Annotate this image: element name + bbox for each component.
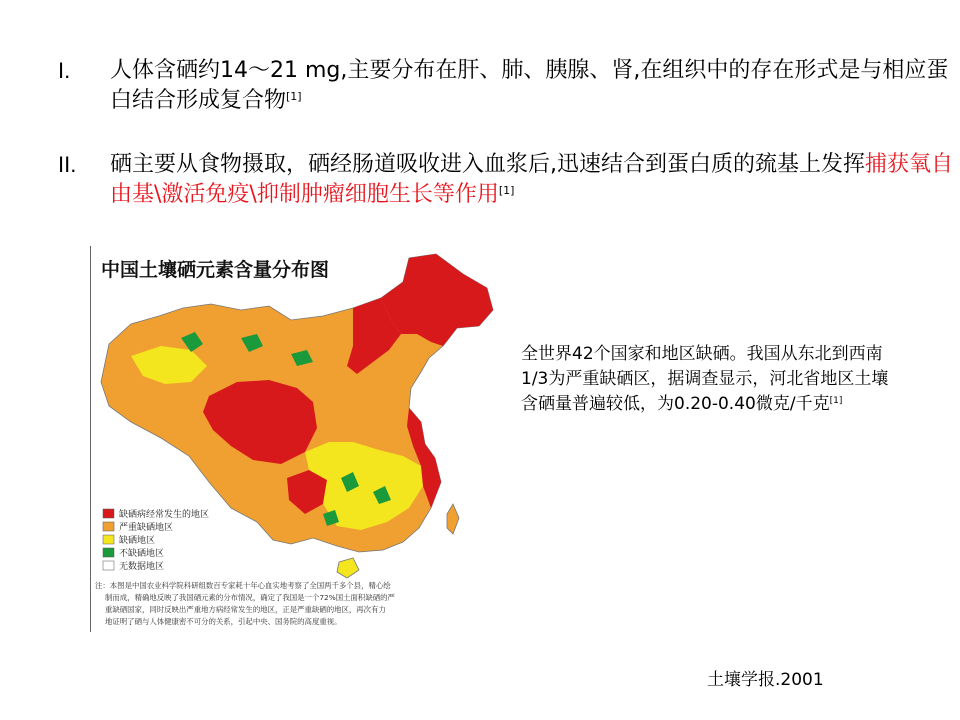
bullet-2-ref: [1]: [498, 184, 515, 197]
map-legend: [103, 508, 209, 572]
side-note: [521, 342, 891, 417]
side-note-ref: [1]: [829, 396, 843, 406]
map-note-line-2: 制而成，精确地反映了我国硒元素的分布情况，确定了我国是一个72%国土面积缺硒的严: [105, 593, 395, 602]
bullet-1-ref: [1]: [286, 90, 302, 103]
bullet-1-text: [110, 56, 955, 116]
map-note-line-1: 注：本图是中国农业科学院科研组数百专家耗十年心血实地考察了全国两千多个县，精心绘: [95, 581, 391, 590]
legend-label-5: 无数据地区: [119, 562, 165, 572]
bullet-2-highlight: 捕获氧自由基\激活免疫\抑制肿瘤细胞生长等作用: [110, 152, 954, 207]
side-note-text: 全世界42个国家和地区缺硒。我国从东北到西南1/3为严重缺硒区，据调查显示，河北省地区土壤含硒量普遍较低，为0.20-0.40微克/千克: [521, 344, 889, 414]
bullet-2-text: [110, 150, 955, 210]
selenium-map-figure: [90, 246, 497, 632]
legend-swatch-5: [103, 561, 114, 570]
source-citation: 土壤学报.2001: [707, 670, 824, 690]
selenium-map-svg: [91, 246, 497, 632]
legend-swatch-2: [103, 522, 114, 531]
legend-label-3: 缺硒地区: [119, 536, 156, 546]
map-note-line-4: 地证明了硒与人体健康密不可分的关系，引起中央、国务院的高度重视。: [105, 617, 342, 626]
legend-label-2: 严重缺硒地区: [119, 523, 174, 533]
bullet-1-body: 人体含硒约14～21 mg,主要分布在肝、肺、胰腺、肾,在组织中的存在形式是与相应蛋白结合形成复合物: [110, 58, 949, 113]
map-note: [95, 581, 395, 627]
legend-swatch-1: [103, 509, 114, 518]
bullet-2-number: II.: [58, 152, 77, 177]
legend-swatch-3: [103, 535, 114, 544]
map-note-line-3: 重缺硒国家，同时反映出严重地方病经常发生的地区，正是严重缺硒的地区，再次有力: [105, 605, 386, 614]
bullet-2-body: 硒主要从食物摄取，硒经肠道吸收进入血浆后,迅速结合到蛋白质的巯基上发挥: [110, 152, 865, 177]
bullet-1-number: I.: [58, 58, 71, 83]
legend-label-4: 不缺硒地区: [119, 549, 165, 559]
legend-label-1: 缺硒病经常发生的地区: [119, 510, 210, 520]
legend-swatch-4: [103, 548, 114, 557]
map-title: 中国土壤硒元素含量分布图: [101, 259, 330, 281]
